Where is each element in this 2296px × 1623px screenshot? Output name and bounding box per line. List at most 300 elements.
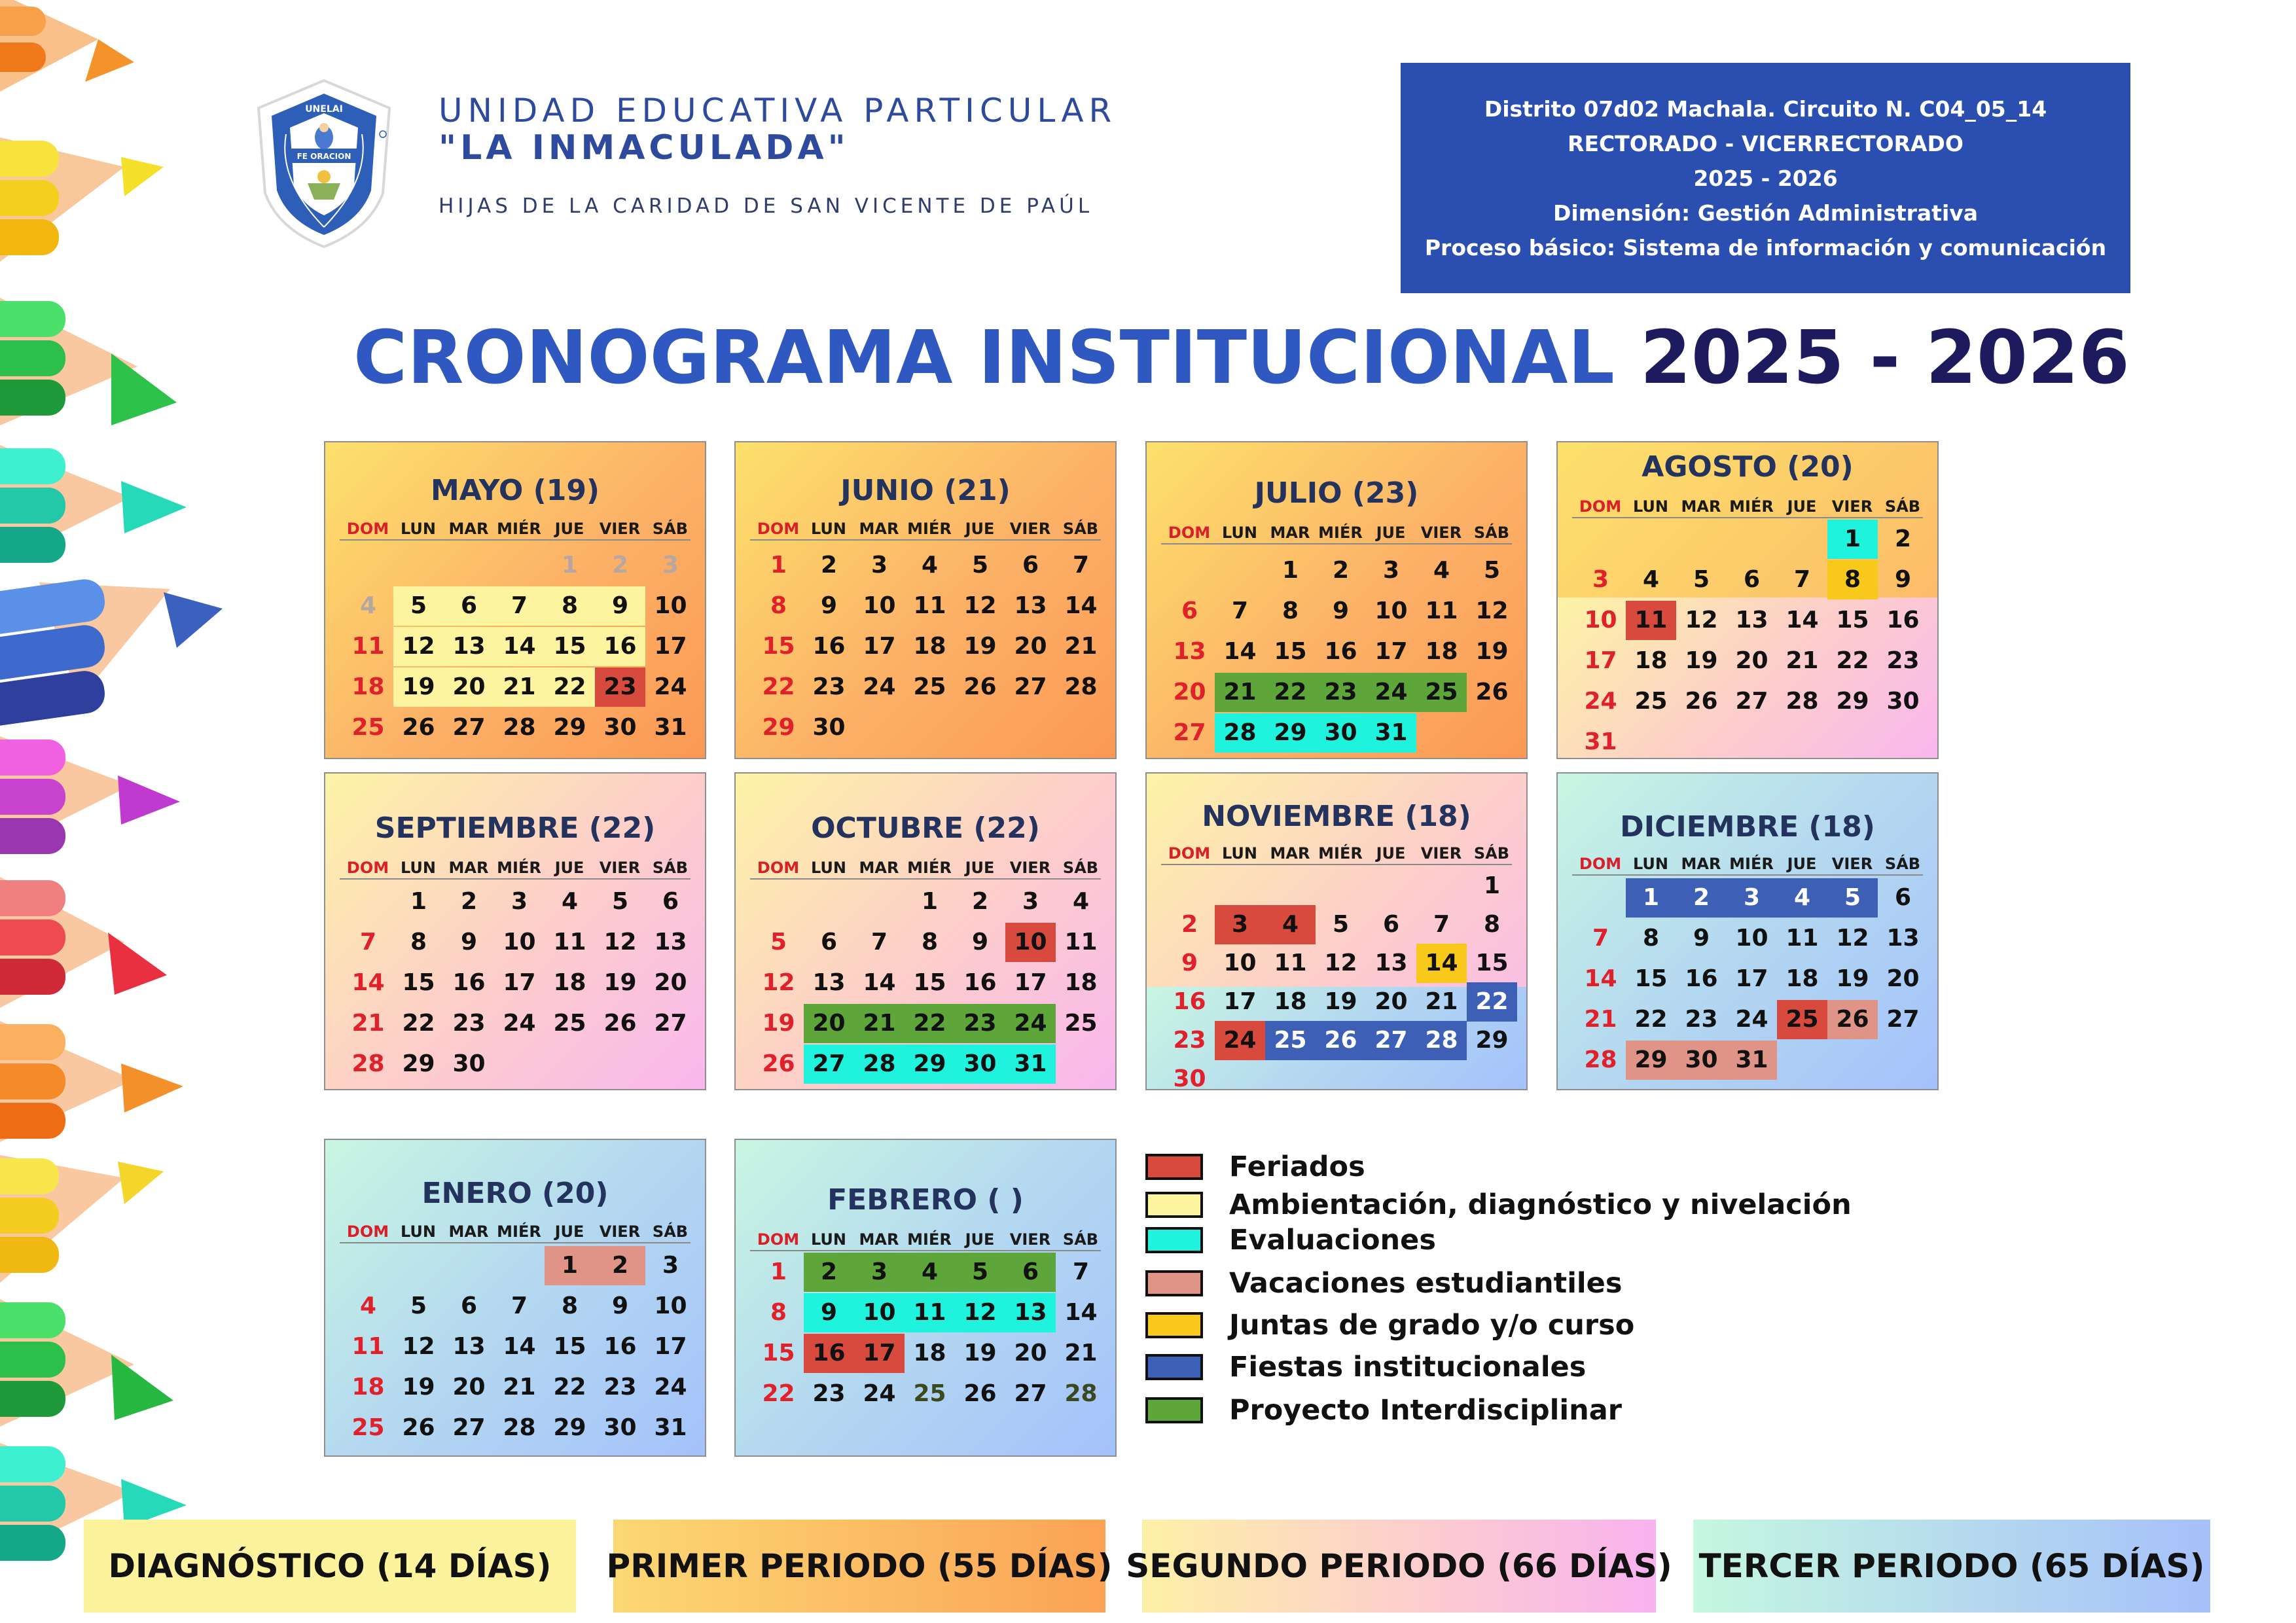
weekday-header: MIÉR <box>1318 844 1363 863</box>
calendar-day: 3 <box>1592 566 1609 593</box>
calendar-day: 28 <box>1785 688 1819 715</box>
calendar-day: 4 <box>1433 557 1450 584</box>
calendar-day: 5 <box>971 552 989 579</box>
pencil-orange-icon <box>0 0 134 92</box>
calendar-day: 13 <box>812 969 846 996</box>
calendar-day: 13 <box>1886 925 1920 952</box>
calendar-day: 24 <box>654 1374 687 1400</box>
calendar-day: 28 <box>1416 1021 1467 1060</box>
calendar-day: 14 <box>351 969 385 996</box>
calendar-day: 11 <box>1274 950 1307 976</box>
calendar-day: 26 <box>1685 688 1718 715</box>
calendar-day: 12 <box>762 969 795 996</box>
calendar-day: 3 <box>662 1252 679 1279</box>
calendar-day: 6 <box>1005 1253 1056 1292</box>
calendar-day: 29 <box>1626 1041 1676 1080</box>
calendar-day: 24 <box>654 673 687 700</box>
calendar-day: 8 <box>1483 911 1501 938</box>
calendar-day: 27 <box>452 714 486 741</box>
calendar-day: 15 <box>1274 638 1307 665</box>
calendar-day: 19 <box>1475 638 1509 665</box>
weekday-header: MAR <box>448 1222 489 1241</box>
calendar-day: 31 <box>1727 1041 1777 1080</box>
weekday-header: SÁB <box>1473 524 1510 542</box>
weekday-header: VIER <box>599 520 641 538</box>
calendar-day: 14 <box>863 969 896 996</box>
calendar-day: 25 <box>913 673 946 700</box>
weekday-divider <box>340 878 691 880</box>
calendar-day: 31 <box>654 1414 687 1441</box>
month-calendar <box>734 1139 1117 1457</box>
month-calendar <box>734 772 1117 1090</box>
calendar-day: 21 <box>503 1374 536 1400</box>
calendar-day: 24 <box>1366 673 1416 712</box>
weekday-header: LUN <box>1632 855 1668 873</box>
calendar-day: 4 <box>359 1293 377 1319</box>
calendar-day: 14 <box>494 627 545 666</box>
calendar-day: 20 <box>452 1374 486 1400</box>
calendar-day: 25 <box>913 1380 946 1407</box>
calendar-day: 12 <box>402 1333 435 1360</box>
calendar-day: 8 <box>1827 560 1878 599</box>
calendar-day: 7 <box>359 929 377 955</box>
calendar-day: 29 <box>762 714 795 741</box>
month-calendar <box>324 772 706 1090</box>
calendar-day: 4 <box>1642 566 1660 593</box>
weekday-divider <box>1161 864 1512 865</box>
calendar-day: 26 <box>963 673 997 700</box>
month-title: JUNIO (21) <box>840 474 1011 507</box>
calendar-day: 7 <box>870 929 888 955</box>
weekday-header: DOM <box>1168 844 1211 863</box>
calendar-day: 23 <box>603 1374 637 1400</box>
calendar-day: 27 <box>654 1010 687 1037</box>
calendar-day: 13 <box>1014 592 1047 619</box>
calendar-day: 17 <box>1374 638 1408 665</box>
month-calendar <box>1145 441 1528 759</box>
calendar-day: 10 <box>854 1293 905 1332</box>
calendar-day: 16 <box>595 627 645 666</box>
calendar-day: 15 <box>762 633 795 660</box>
calendar-day: 23 <box>452 1010 486 1037</box>
period-tercer: TERCER PERIODO (65 DÍAS) <box>1693 1520 2210 1613</box>
legend-swatch <box>1145 1192 1203 1218</box>
calendar-day: 17 <box>1584 647 1617 674</box>
legend-swatch <box>1145 1270 1203 1296</box>
month-title: ENERO (20) <box>422 1177 609 1210</box>
calendar-day: 10 <box>1584 607 1617 633</box>
pencil-green-icon <box>0 298 177 425</box>
calendar-day: 5 <box>770 929 787 955</box>
calendar-day: 17 <box>503 969 536 996</box>
month-title: OCTUBRE (22) <box>811 812 1040 845</box>
calendar-day: 12 <box>603 929 637 955</box>
calendar-day: 24 <box>863 1380 896 1407</box>
calendar-day: 29 <box>905 1044 955 1084</box>
month-calendar <box>1556 441 1939 759</box>
calendar-day: 25 <box>1416 673 1467 712</box>
calendar-day: 14 <box>1785 607 1819 633</box>
pencil-yellow2-icon <box>0 1155 164 1283</box>
calendar-day: 6 <box>820 929 838 955</box>
calendar-day: 10 <box>1735 925 1768 952</box>
calendar-day: 27 <box>804 1044 854 1084</box>
calendar-day: 8 <box>770 592 787 619</box>
calendar-day: 20 <box>1014 633 1047 660</box>
legend-swatch <box>1145 1397 1203 1423</box>
weekday-header: MIÉR <box>497 1222 541 1241</box>
calendar-day: 9 <box>820 592 838 619</box>
calendar-day: 30 <box>603 714 637 741</box>
calendar-day: 4 <box>561 888 579 915</box>
pencil-red-icon <box>0 877 167 1008</box>
calendar-day: 30 <box>1676 1041 1727 1080</box>
pencil-green2-icon <box>0 1299 173 1427</box>
pencil-teal-icon <box>0 445 187 563</box>
weekday-header: JUE <box>554 859 584 877</box>
weekday-header: MIÉR <box>907 520 952 538</box>
calendar-day: 24 <box>1584 688 1617 715</box>
weekday-header: MIÉR <box>497 859 541 877</box>
calendar-day: 19 <box>963 633 997 660</box>
weekday-header: VIER <box>599 859 641 877</box>
calendar-day: 25 <box>351 714 385 741</box>
weekday-header: LUN <box>810 1230 846 1249</box>
calendar-day: 17 <box>863 633 896 660</box>
weekday-header: SÁB <box>1884 497 1921 516</box>
calendar-day: 26 <box>402 714 435 741</box>
weekday-divider <box>1161 543 1512 544</box>
calendar-day: 4 <box>921 552 939 579</box>
calendar-day: 9 <box>1894 566 1912 593</box>
calendar-day: 26 <box>762 1050 795 1077</box>
calendar-day: 7 <box>494 586 545 626</box>
calendar-day: 3 <box>1727 878 1777 918</box>
calendar-day: 19 <box>1836 965 1869 992</box>
calendar-day: 27 <box>1886 1006 1920 1033</box>
weekday-header: MAR <box>448 520 489 538</box>
calendar-day: 1 <box>410 888 427 915</box>
dimension-line: Dimensión: Gestión Administrativa <box>1552 200 1979 226</box>
calendar-day: 6 <box>1181 597 1198 624</box>
calendar-day: 12 <box>955 1293 1005 1332</box>
calendar-day: 10 <box>1374 597 1408 624</box>
calendar-day: 3 <box>1022 888 1039 915</box>
calendar-day: 27 <box>1173 719 1206 746</box>
calendar-day: 30 <box>812 714 846 741</box>
weekday-header: VIER <box>1831 855 1873 873</box>
calendar-day: 2 <box>1894 526 1912 552</box>
rectorado-line: RECTORADO - VICERRECTORADO <box>1568 130 1964 156</box>
weekday-header: LUN <box>1632 497 1668 516</box>
calendar-day: 9 <box>804 1293 854 1332</box>
calendar-day: 19 <box>963 1340 997 1366</box>
calendar-day: 28 <box>503 714 536 741</box>
legend-label: Fiestas institucionales <box>1229 1351 1587 1383</box>
calendar-day: 8 <box>921 929 939 955</box>
calendar-day: 1 <box>1282 557 1299 584</box>
calendar-day: 8 <box>1282 597 1299 624</box>
calendar-day: 2 <box>595 1246 645 1285</box>
calendar-day: 11 <box>553 929 586 955</box>
weekday-header: LUN <box>810 520 846 538</box>
calendar-day: 16 <box>452 969 486 996</box>
calendar-day: 9 <box>1181 950 1198 976</box>
month-title: MAYO (19) <box>430 474 600 507</box>
calendar-day: 6 <box>1022 552 1039 579</box>
weekday-header: JUE <box>965 520 995 538</box>
calendar-day: 14 <box>1223 638 1257 665</box>
calendar-day: 24 <box>1215 1021 1265 1060</box>
calendar-day: 5 <box>1332 911 1350 938</box>
calendar-day: 23 <box>1685 1006 1718 1033</box>
weekday-header: DOM <box>346 859 389 877</box>
calendar-day: 28 <box>1215 713 1265 753</box>
calendar-day: 12 <box>963 592 997 619</box>
calendar-day: 7 <box>1592 925 1609 952</box>
calendar-day: 9 <box>971 929 989 955</box>
weekday-divider <box>340 1242 691 1243</box>
calendar-day: 11 <box>1064 929 1098 955</box>
calendar-day: 14 <box>1584 965 1617 992</box>
weekday-divider <box>1572 874 1923 876</box>
calendar-day: 16 <box>1173 988 1206 1015</box>
page-title <box>353 315 2130 401</box>
legend-label: Evaluaciones <box>1229 1224 1436 1257</box>
calendar-day: 9 <box>1693 925 1710 952</box>
district-line: Distrito 07d02 Machala. Circuito N. C04_05_14 <box>1484 96 2047 122</box>
page-title-year: 2025 - 2026 <box>1640 315 2130 401</box>
calendar-day: 1 <box>770 552 787 579</box>
calendar-day: 27 <box>452 1414 486 1441</box>
month-calendar <box>324 441 706 759</box>
legend-label: Feriados <box>1229 1150 1365 1183</box>
calendar-day: 15 <box>762 1340 795 1366</box>
calendar-day: 6 <box>444 586 494 626</box>
calendar-day: 13 <box>1005 1293 1056 1332</box>
weekday-header: MAR <box>859 859 899 877</box>
calendar-day: 18 <box>1634 647 1668 674</box>
month-title: JULIO (23) <box>1254 476 1419 510</box>
weekday-header: LUN <box>400 520 436 538</box>
calendar-day: 20 <box>1173 679 1206 705</box>
calendar-day: 5 <box>955 1253 1005 1292</box>
calendar-day: 22 <box>762 673 795 700</box>
pencil-blue-icon <box>0 577 223 728</box>
calendar-day: 16 <box>804 1334 854 1373</box>
weekday-header: DOM <box>1579 855 1622 873</box>
calendar-day: 5 <box>393 586 444 626</box>
calendar-day: 5 <box>1693 566 1710 593</box>
calendar-day: 15 <box>553 1333 586 1360</box>
calendar-day: 11 <box>1785 925 1819 952</box>
calendar-day: 9 <box>460 929 478 955</box>
calendar-day: 30 <box>1316 713 1366 753</box>
calendar-day: 12 <box>1324 950 1357 976</box>
legend-swatch <box>1145 1312 1203 1338</box>
weekday-header: MAR <box>1270 524 1310 542</box>
calendar-day: 24 <box>1005 1004 1056 1043</box>
pencils-decoration <box>0 0 236 1623</box>
weekday-header: DOM <box>1579 497 1622 516</box>
calendar-day: 14 <box>1064 592 1098 619</box>
calendar-day: 3 <box>511 888 528 915</box>
calendar-day: 4 <box>1777 878 1827 918</box>
calendar-day: 28 <box>1064 1380 1098 1407</box>
calendar-day: 30 <box>1886 688 1920 715</box>
calendar-day: 11 <box>351 633 385 660</box>
weekday-header: VIER <box>1009 1230 1051 1249</box>
weekday-header: SÁB <box>1473 844 1510 863</box>
calendar-day: 15 <box>1475 950 1509 976</box>
weekday-header: JUE <box>965 1230 995 1249</box>
calendar-day: 4 <box>359 592 377 619</box>
school-logo <box>252 75 396 252</box>
weekday-header: LUN <box>810 859 846 877</box>
calendar-day: 25 <box>553 1010 586 1037</box>
calendar-day: 29 <box>1836 688 1869 715</box>
calendar-day: 28 <box>351 1050 385 1077</box>
school-name-quoted: "LA INMACULADA" <box>439 128 850 168</box>
weekday-header: JUE <box>554 1222 584 1241</box>
calendar-day: 18 <box>351 1374 385 1400</box>
calendar-day: 31 <box>1005 1044 1056 1084</box>
calendar-day: 23 <box>812 1380 846 1407</box>
calendar-day: 1 <box>921 888 939 915</box>
calendar-day: 18 <box>1064 969 1098 996</box>
weekday-header: MIÉR <box>907 1230 952 1249</box>
calendar-day: 28 <box>503 1414 536 1441</box>
weekday-header: LUN <box>1221 844 1257 863</box>
calendar-day: 20 <box>444 668 494 707</box>
calendar-day: 17 <box>654 633 687 660</box>
calendar-day: 25 <box>1064 1010 1098 1037</box>
calendar-day: 31 <box>1584 728 1617 755</box>
calendar-day: 2 <box>611 552 629 579</box>
legend-label: Ambientación, diagnóstico y nivelación <box>1229 1188 1852 1221</box>
calendar-day: 12 <box>1685 607 1718 633</box>
weekday-header: SÁB <box>652 859 689 877</box>
calendar-day: 31 <box>1366 713 1416 753</box>
calendar-day: 16 <box>963 969 997 996</box>
calendar-day: 7 <box>511 1293 528 1319</box>
calendar-day: 19 <box>402 1374 435 1400</box>
calendar-day: 22 <box>1265 673 1316 712</box>
calendar-day: 2 <box>1332 557 1350 584</box>
calendar-day: 2 <box>1181 911 1198 938</box>
calendar-day: 19 <box>1324 988 1357 1015</box>
weekday-header: VIER <box>1009 859 1051 877</box>
calendar-day: 18 <box>351 673 385 700</box>
calendar-day: 26 <box>1475 679 1509 705</box>
month-calendar <box>734 441 1117 759</box>
calendar-day: 3 <box>870 552 888 579</box>
weekday-header: LUN <box>400 1222 436 1241</box>
weekday-header: MIÉR <box>1318 524 1363 542</box>
calendar-day: 13 <box>1735 607 1768 633</box>
calendar-day: 7 <box>1433 911 1450 938</box>
calendar-day: 17 <box>1014 969 1047 996</box>
weekday-header: JUE <box>1376 524 1406 542</box>
calendar-day: 20 <box>654 969 687 996</box>
calendar-day: 7 <box>1793 566 1811 593</box>
calendar-day: 10 <box>654 1293 687 1319</box>
calendar-day: 14 <box>1064 1299 1098 1326</box>
calendar-day: 21 <box>1584 1006 1617 1033</box>
weekday-header: JUE <box>554 520 584 538</box>
calendar-day: 26 <box>402 1414 435 1441</box>
calendar-day: 18 <box>1785 965 1819 992</box>
weekday-header: JUE <box>1376 844 1406 863</box>
weekday-header: DOM <box>757 1230 800 1249</box>
calendar-day: 1 <box>561 552 579 579</box>
calendar-day: 21 <box>1064 633 1098 660</box>
calendar-day: 4 <box>1265 905 1316 944</box>
calendar-day: 13 <box>452 1333 486 1360</box>
calendar-day: 1 <box>770 1258 787 1285</box>
calendar-day: 20 <box>1374 988 1408 1015</box>
calendar-day: 20 <box>1735 647 1768 674</box>
logo-band-text: FE ORACION <box>296 152 351 161</box>
pencil-yellow-icon <box>0 137 164 262</box>
calendar-day: 22 <box>402 1010 435 1037</box>
legend-swatch <box>1145 1227 1203 1253</box>
calendar-day: 19 <box>393 668 444 707</box>
calendar-day: 21 <box>494 668 545 707</box>
calendar-day: 27 <box>1014 1380 1047 1407</box>
calendar-day: 7 <box>1072 1258 1090 1285</box>
weekday-header: DOM <box>757 520 800 538</box>
calendar-day: 10 <box>1223 950 1257 976</box>
pencil-orange2-icon <box>0 1021 183 1142</box>
calendar-day: 3 <box>1215 905 1265 944</box>
calendar-day: 7 <box>1072 552 1090 579</box>
calendar-day: 3 <box>662 552 679 579</box>
legend-label: Vacaciones estudiantiles <box>1229 1267 1623 1300</box>
weekday-divider <box>750 539 1101 541</box>
calendar-day: 10 <box>863 592 896 619</box>
calendar-day: 23 <box>1316 673 1366 712</box>
calendar-day: 2 <box>820 552 838 579</box>
weekday-header: DOM <box>346 520 389 538</box>
calendar-day: 22 <box>1836 647 1869 674</box>
calendar-day: 15 <box>1836 607 1869 633</box>
calendar-day: 10 <box>1005 923 1056 962</box>
year-line: 2025 - 2026 <box>1693 165 1838 191</box>
calendar-day: 5 <box>1483 557 1501 584</box>
weekday-header: SÁB <box>1062 859 1099 877</box>
calendar-day: 6 <box>1894 884 1912 911</box>
calendar-day: 18 <box>553 969 586 996</box>
calendar-day: 26 <box>1316 1021 1366 1060</box>
calendar-day: 17 <box>654 1333 687 1360</box>
calendar-day: 19 <box>603 969 637 996</box>
calendar-day: 20 <box>1014 1340 1047 1366</box>
weekday-header: VIER <box>1831 497 1873 516</box>
month-title: SEPTIEMBRE (22) <box>374 812 656 845</box>
calendar-day: 22 <box>553 1374 586 1400</box>
calendar-day: 26 <box>603 1010 637 1037</box>
calendar-day: 21 <box>854 1004 905 1043</box>
calendar-day: 15 <box>1634 965 1668 992</box>
weekday-divider <box>750 1250 1101 1251</box>
weekday-header: SÁB <box>1062 520 1099 538</box>
calendar-day: 30 <box>1173 1065 1206 1092</box>
calendar-day: 12 <box>1836 925 1869 952</box>
calendar-day: 2 <box>460 888 478 915</box>
weekday-header: DOM <box>757 859 800 877</box>
calendar-day: 23 <box>955 1004 1005 1043</box>
